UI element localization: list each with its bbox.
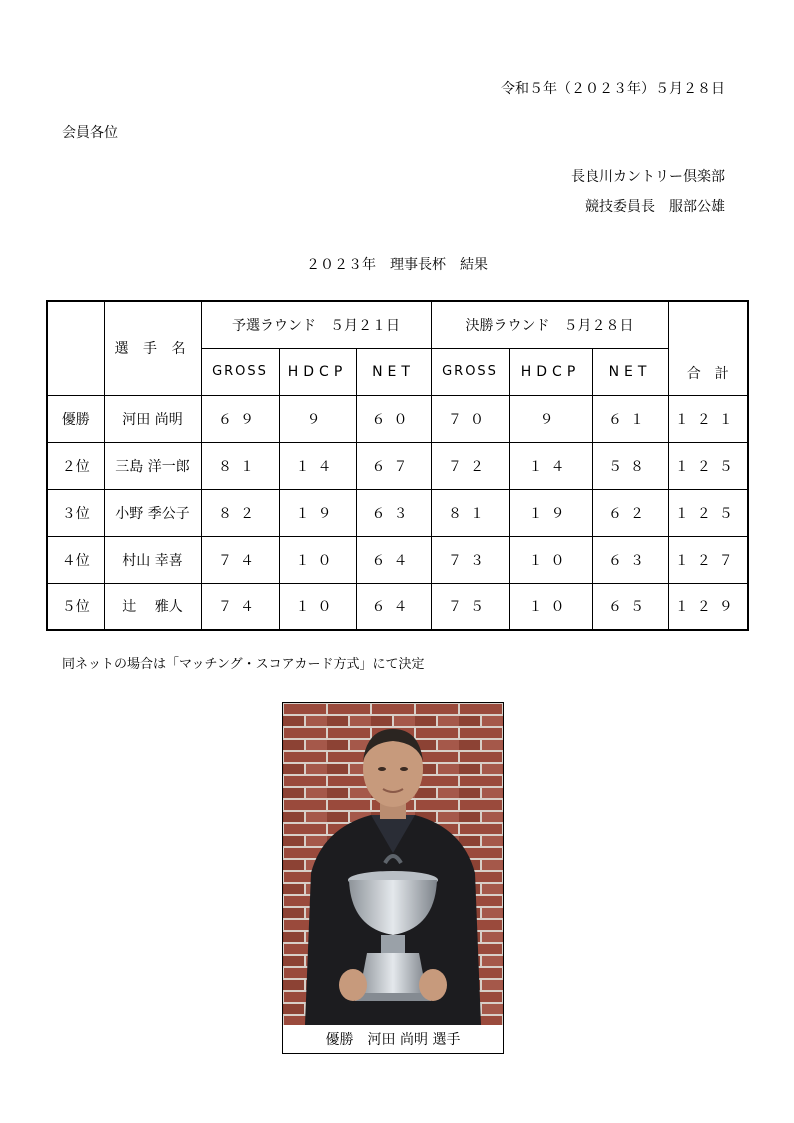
- rank-cell: ４位: [47, 536, 104, 583]
- rank-header-cell: [47, 301, 104, 395]
- f-hdcp-cell: １４: [509, 442, 592, 489]
- q-hdcp-cell: １９: [279, 489, 356, 536]
- table-row: [47, 395, 748, 442]
- q-gross-cell: ７４: [201, 583, 279, 630]
- f-net-cell: ５８: [592, 442, 668, 489]
- table-row: [47, 442, 748, 489]
- f-hdcp-cell: １０: [509, 583, 592, 630]
- club-name: 長良川カントリー倶楽部: [571, 169, 725, 185]
- f-gross-cell: ７０: [431, 395, 509, 442]
- f-hdcp-cell: ９: [509, 395, 592, 442]
- f-gross-cell: ７５: [431, 583, 509, 630]
- table-row: [47, 583, 748, 630]
- q-hdcp-cell: １０: [279, 536, 356, 583]
- f-gross-header: GROSS: [431, 348, 509, 395]
- f-net-cell: ６２: [592, 489, 668, 536]
- total-cell: １２１: [668, 395, 748, 442]
- f-gross-cell: ７３: [431, 536, 509, 583]
- q-gross-cell: ７４: [201, 536, 279, 583]
- rank-cell: 優勝: [47, 395, 104, 442]
- player-header: 選 手 名: [104, 301, 201, 395]
- table-row: [47, 536, 748, 583]
- f-net-cell: ６３: [592, 536, 668, 583]
- winner-photo: [283, 703, 503, 1025]
- rank-cell: ５位: [47, 583, 104, 630]
- q-gross-header: GROSS: [201, 348, 279, 395]
- table-row: [47, 489, 748, 536]
- date-line: 令和５年（２０２３年）５月２８日: [501, 81, 725, 97]
- rank-cell: ２位: [47, 442, 104, 489]
- rank-cell: ３位: [47, 489, 104, 536]
- total-cell: １２５: [668, 489, 748, 536]
- final-round-header: 決勝ラウンド ５月２８日: [431, 301, 668, 348]
- q-hdcp-cell: １４: [279, 442, 356, 489]
- document-title: ２０２３年 理事長杯 結果: [306, 257, 488, 273]
- total-cell: １２７: [668, 536, 748, 583]
- q-gross-cell: ６９: [201, 395, 279, 442]
- tiebreak-note: 同ネットの場合は「マッチング・スコアカード方式」にて決定: [62, 657, 425, 672]
- f-net-cell: ６１: [592, 395, 668, 442]
- player-name-cell: 三島 洋一郎: [104, 442, 201, 489]
- player-name-cell: 小野 季公子: [104, 489, 201, 536]
- f-net-header: NET: [592, 348, 668, 395]
- winner-photo-frame: [282, 702, 504, 1054]
- q-net-cell: ６３: [356, 489, 431, 536]
- q-hdcp-cell: ９: [279, 395, 356, 442]
- f-gross-cell: ８１: [431, 489, 509, 536]
- f-hdcp-header: HDCP: [509, 348, 592, 395]
- committee-chair: 競技委員長 服部公雄: [585, 199, 725, 215]
- results-table: [46, 300, 749, 631]
- player-name-cell: 河田 尚明: [104, 395, 201, 442]
- q-net-header: NET: [356, 348, 431, 395]
- total-cell: １２５: [668, 442, 748, 489]
- photo-caption: 優勝 河田 尚明 選手: [325, 1032, 461, 1048]
- q-net-cell: ６４: [356, 536, 431, 583]
- f-gross-cell: ７２: [431, 442, 509, 489]
- total-cell: １２９: [668, 583, 748, 630]
- player-name-cell: 辻 雅人: [104, 583, 201, 630]
- q-net-cell: ６７: [356, 442, 431, 489]
- player-name-cell: 村山 幸喜: [104, 536, 201, 583]
- total-header: 合 計: [668, 301, 748, 395]
- q-gross-cell: ８２: [201, 489, 279, 536]
- addressee: 会員各位: [62, 125, 118, 141]
- qualifying-round-header: 予選ラウンド ５月２１日: [201, 301, 431, 348]
- q-net-cell: ６４: [356, 583, 431, 630]
- q-net-cell: ６０: [356, 395, 431, 442]
- f-hdcp-cell: １９: [509, 489, 592, 536]
- f-net-cell: ６５: [592, 583, 668, 630]
- q-hdcp-header: HDCP: [279, 348, 356, 395]
- q-gross-cell: ８１: [201, 442, 279, 489]
- f-hdcp-cell: １０: [509, 536, 592, 583]
- q-hdcp-cell: １０: [279, 583, 356, 630]
